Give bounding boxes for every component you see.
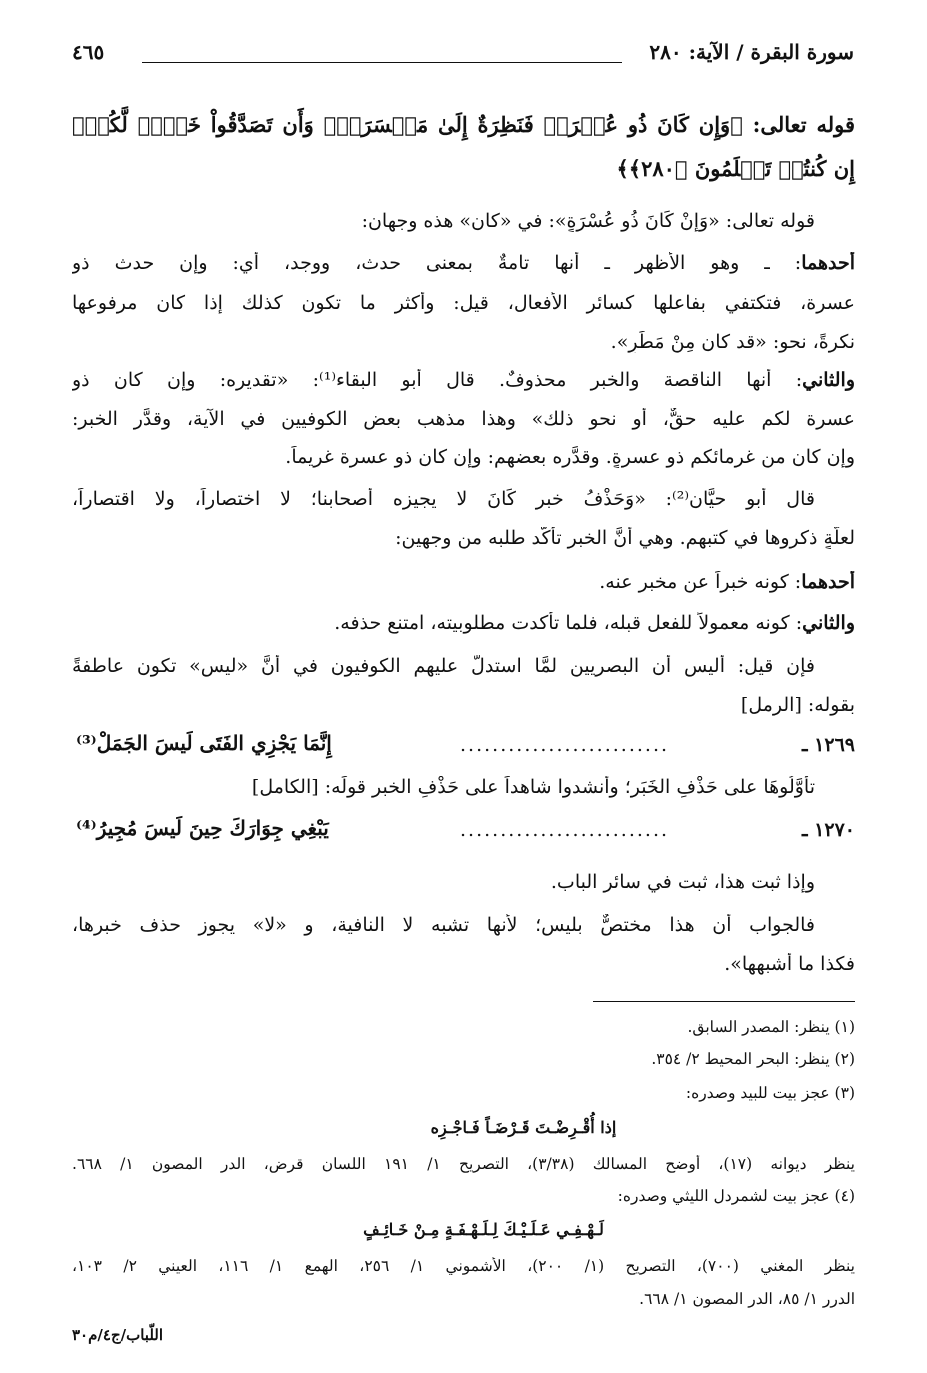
shahid-number: ١٢٧٠ ـ (801, 819, 855, 841)
footnote: (١) ينظر: المصدر السابق. (687, 1018, 855, 1036)
body-line: بقوله: [الرمل] (740, 694, 855, 716)
body-line: تأوَّلُوهَا على حَذْفِ الخَبَرِ؛ وأنشدوا شاهداً على حَذْفِ الخبرِ قولَه: [الكامل] (251, 776, 815, 798)
body-line: نكرةً، نحو: «قد كان مِنْ مَطَرٍ». (610, 331, 855, 353)
footnote: ينظر المغني (٧٠٠)، التصريح (١/ ٢٠٠)، الأشموني ١/ ٢٥٦، الهمع ١/ ١١٦، العيني ٢/ ١٠٣، (72, 1257, 855, 1275)
term-label: أحدهما (801, 252, 855, 274)
body-line: وإذا ثبت هذا، ثبت في سائر الباب. (550, 871, 815, 893)
term-label: والثاني (802, 612, 855, 634)
page-number: ٤٦٥ (72, 40, 105, 64)
signature-mark: اللّباب/ج٤/م٣٠ (72, 1326, 164, 1344)
quran-verse-line-2: إِن كُنتُمۡ تَعۡلَمُونَ ﴿٢٨٠﴾﴾ (616, 156, 855, 181)
footnote-separator (593, 1001, 855, 1002)
body-line: عسرة، فتكتفي بفاعلها كسائر الأفعال، قيل: وأكثر ما تكون كذلك إذا كان مرفوعها (72, 292, 855, 314)
body-line: والثاني: أنها الناقصة والخبر محذوفٌ. قال أبو البقاء⁽¹⁾: «تقديره: وإن كان ذو (72, 369, 855, 391)
term-label: والثاني (802, 369, 855, 391)
running-header (72, 40, 854, 74)
footnote-verse: إذا أُقْـرِضْـتَ قَـرْضَـاً فَـاجْـزِه (430, 1118, 617, 1137)
term-label: أحدهما (801, 571, 855, 593)
body-line: والثاني: كونه معمولاً للفعل قبله، فلما تأكدت مطلوبيته، امتنع حذفه. (334, 612, 855, 634)
body-line: لعلَّةٍ ذكروها في كتبهم. وهي أنَّ الخبر تأكَّد طلبه من وجهين: (395, 527, 855, 549)
footnote: ينظر ديوانه (١٧)، أوضح المسالك (٣/٣٨)، التصريح ١/ ١٩١ اللسان قرض، الدر المصون ١/ ٦٦٨. (72, 1155, 855, 1173)
footnote: (٣) عجز بيت للبيد وصدره: (685, 1084, 855, 1102)
shahid-dots: .......................... (460, 819, 670, 841)
body-line: قوله تعالى: «وَإِنْ كَانَ ذُو عُسْرَةٍ»: في «كان» هذه وجهان: (361, 210, 815, 232)
body-line: قال أبو حيَّان⁽²⁾: «وَحَذْفُ خبرِ كَانَ لا يجيزه أصحابنا؛ لا اختصاراً، ولا اقتصاراً، (72, 488, 815, 510)
shahid-hemistich: يَبْغِي جِوَارَكَ حِينَ لَيسَ مُجِيرُ⁽⁴⁾ (76, 816, 329, 840)
footnote: (٤) عجز بيت لشمردل الليثي وصدره: (617, 1187, 855, 1205)
quran-verse-line-1: قوله تعالى: ﴿وَإِن كَانَ ذُو عُسۡرَةٖ فَنَظِرَةٌ إِلَىٰ مَيۡسَرَةٖۚ وَأَن تَصَدَّقُواْ خَيۡرٞ لَّكُمۡۖ (72, 112, 855, 137)
footnote: الدرر ١/ ٨٥، الدر المصون ١/ ٦٦٨. (639, 1290, 855, 1308)
header-rule (142, 62, 622, 63)
body-line: فالجواب أن هذا مختصٌّ بليس؛ لأنها تشبه لا النافية، و «لا» يجوز حذف خبرها، (72, 914, 815, 936)
body-line: وإن كان من غرمائكم ذو عسرةٍ. وقدَّره بعضهم: وإن كان ذو عسرة غريماً. (285, 446, 855, 468)
surah-verse-title: سورة البقرة / الآية: ٢٨٠ (649, 40, 854, 64)
footnote-verse: لَـهْـفِـي عَـلَـيْـكَ لِـلَـهْـفَـةٍ مِـنْ خَـائِـفٍ (363, 1220, 604, 1239)
body-line: أحدهما: ـ وهو الأظهر ـ أنها تامةٌ بمعنى حدث، ووجد، أي: وإن حدث ذو (72, 252, 855, 274)
body-line: أحدهما: كونه خبراً عن مخبر عنه. (599, 571, 855, 593)
body-line: فكذا ما أشبهها». (724, 953, 855, 975)
body-line: فإن قيل: أليس أن البصريين لمَّا استدلَّ عليهم الكوفيون في أنَّ «ليس» تكون عاطفةً (72, 655, 815, 677)
shahid-dots: .......................... (460, 734, 670, 756)
shahid-number: ١٢٦٩ ـ (801, 734, 855, 756)
footnote: (٢) ينظر: البحر المحيط ٢/ ٣٥٤. (651, 1050, 855, 1068)
shahid-hemistich: إِنَّمَا يَجْزِي الفَتَى لَيسَ الجَمَلْ⁽³⁾ (76, 731, 332, 755)
body-line: عسرة لكم عليه حقٌّ، أو نحو ذلك» وهذا مذهب بعض الكوفيين في الآية، وقدَّر الخبر: (72, 408, 855, 430)
